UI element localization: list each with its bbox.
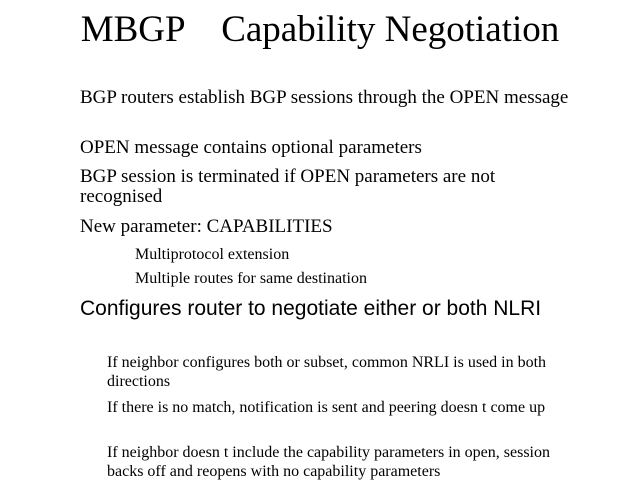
bullet-capabilities: New parameter: CAPABILITIES (80, 216, 333, 237)
slide-title: MBGP Capability Negotiation (80, 9, 560, 50)
bullet-session-terminated: BGP session is terminated if OPEN parameters are not recognised (80, 166, 496, 207)
bullet-open-message: BGP routers establish BGP sessions through the OPEN message (80, 87, 569, 108)
detail-common-nlri: If neighbor configures both or subset, common NRLI is used in both directions (107, 354, 547, 390)
detail-no-match: If there is no match, notification is sent and peering doesn t come up (107, 399, 546, 416)
sub-bullet-multiple-routes: Multiple routes for same destination (135, 270, 367, 287)
detail-backs-off: If neighbor doesn t include the capability parameters in open, session backs off and reopens with no capability parameters (107, 444, 550, 480)
bullet-optional-parameters: OPEN message contains optional parameters (80, 137, 422, 158)
sub-bullet-multiprotocol: Multiprotocol extension (135, 246, 290, 263)
bullet-negotiate-nlri: Configures router to negotiate either or both NLRI (80, 297, 542, 320)
